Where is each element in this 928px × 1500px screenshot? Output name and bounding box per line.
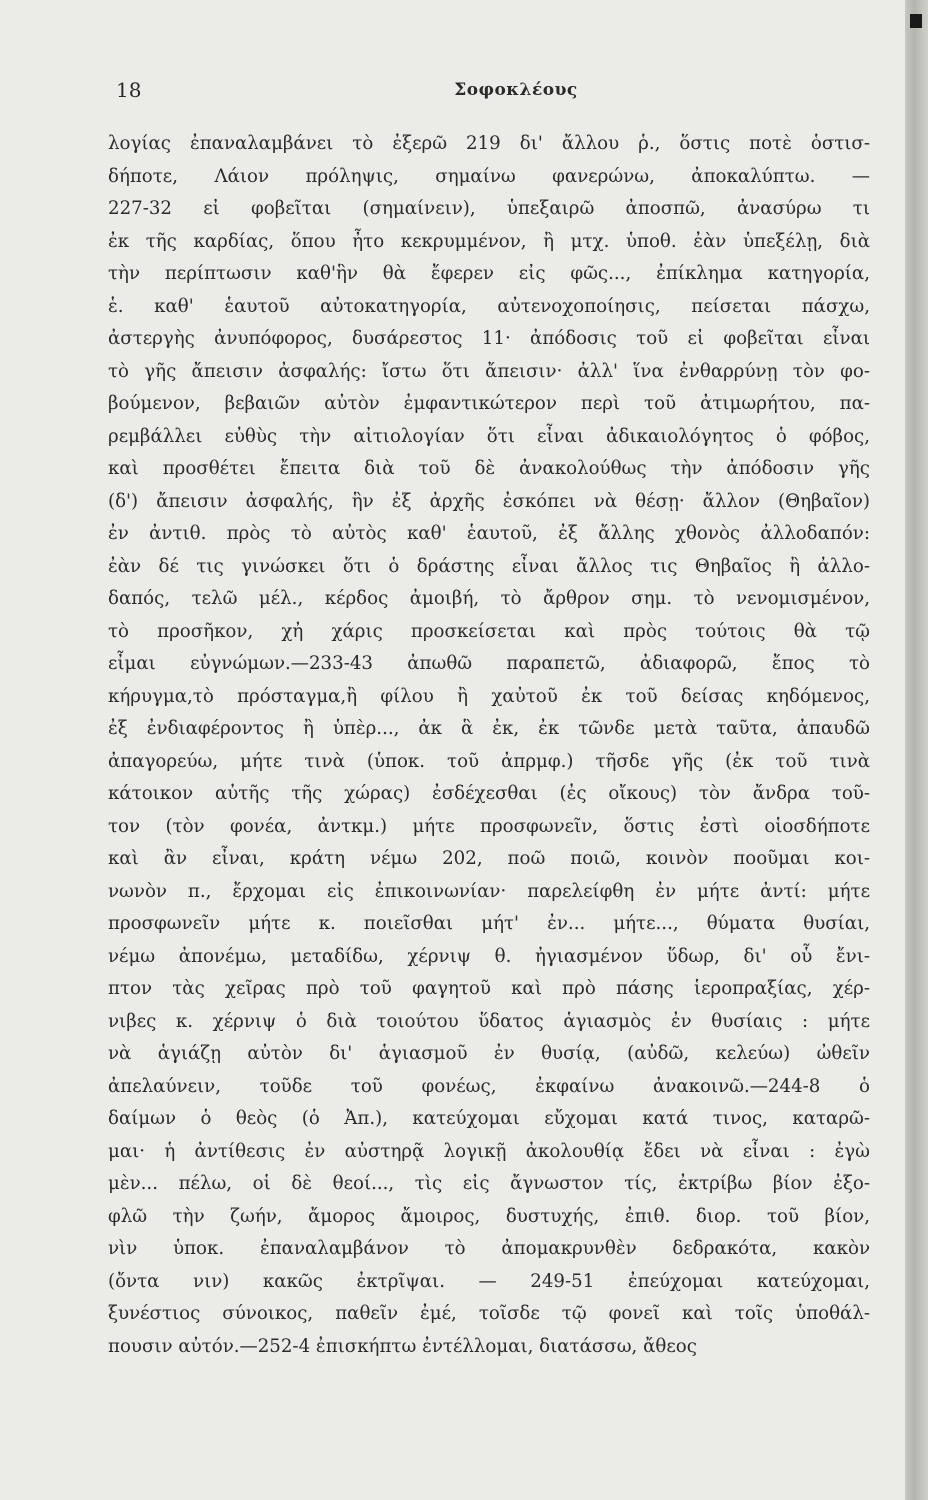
text-line: ἀπελαύνειν, τοῦδε τοῦ φονέως, ἐκφαίνω ἀνακοινῶ.—244-8 ὁ	[108, 1075, 870, 1097]
text-line: μὲν... πέλω, οἱ δὲ θεοί..., τὶς εἰς ἄγνωστον τίς, ἐκτρίβω βίον ἐξο-	[108, 1173, 870, 1194]
text-line: εἶμαι εὐγνώμων.—233-43 ἀπωθῶ παραπετῶ, ἀδιαφορῶ, ἔπος τὸ	[108, 653, 870, 674]
text-line: νὰ ἁγιάζῃ αὐτὸν δι' ἁγιασμοῦ ἐν θυσίᾳ, (αὐδῶ, κελεύω) ὠθεῖν	[108, 1043, 870, 1064]
text-line: κήρυγμα,τὸ πρόσταγμα,ἢ φίλου ἢ χαὐτοῦ ἐκ τοῦ δείσας κηδόμενος,	[108, 685, 870, 707]
text-line: ἐξ ἐνδιαφέροντος ἢ ὑπὲρ..., ἀκ ἃ ἐκ, ἐκ τῶνδε μετὰ ταῦτα, ἀπαυδῶ	[108, 718, 870, 739]
text-line: καὶ ἂν εἶναι, κράτη νέμω 202, ποῶ ποιῶ, κοινὸν ποοῦμαι κοι-	[108, 848, 870, 869]
text-line: ἐὰν δέ τις γινώσκει ὅτι ὁ δράστης εἶναι ἄλλος τις Θηβαῖος ἢ ἀλλο-	[108, 555, 870, 577]
text-line: νέμω ἀπονέμω, μεταδίδω, χέρνιψ θ. ἠγιασμένον ὕδωρ, δι' οὗ ἔνι-	[108, 945, 870, 967]
text-line: νιβες κ. χέρνιψ ὁ διὰ τοιούτου ὕδατος ἁγιασμὸς ἐν θυσίαις : μήτε	[108, 1010, 870, 1032]
text-line: δαπός, τελῶ μέλ., κέρδος ἀμοιβή, τὸ ἄρθρον σημ. τὸ νενομισμένον,	[108, 588, 870, 609]
text-line: καὶ προσθέτει ἔπειτα διὰ τοῦ δὲ ἀνακολούθως τὴν ἀπόδοσιν γῆς	[108, 458, 870, 479]
text-line: βούμενον, βεβαιῶν αὐτὸν ἐμφαντικώτερον περὶ τοῦ ἀτιμωρήτου, πα-	[108, 393, 870, 414]
text-line: (δ') ἄπεισιν ἀσφαλής, ἣν ἐξ ἀρχῆς ἐσκόπει νὰ θέσῃ· ἄλλον (Θηβαῖον)	[108, 490, 870, 512]
text-line: ξυνέστιος σύνοικος, παθεῖν ἐμέ, τοῖσδε τῷ φονεῖ καὶ τοῖς ὑποθάλ-	[108, 1303, 870, 1324]
text-line: 227-32 εἰ φοβεῖται (σημαίνειν), ὑπεξαιρῶ ἀποσπῶ, ἀνασύρω τι	[108, 198, 870, 219]
text-line: νωνὸν π., ἔρχομαι εἰς ἐπικοινωνίαν· παρελείφθη ἐν μήτε ἀντί: μήτε	[108, 880, 870, 902]
text-line: πτον τὰς χεῖρας πρὸ τοῦ φαγητοῦ καὶ πρὸ πάσης ἱεροπραξίας, χέρ-	[108, 978, 870, 999]
text-line: λογίας ἐπαναλαμβάνει τὸ ἐξερῶ 219 δι' ἄλλου ῥ., ὅστις ποτὲ ὁστισ-	[108, 133, 870, 154]
text-line: ρεμβάλλει εὐθὺς τὴν αἰτιολογίαν ὅτι εἶναι ἀδικαιολόγητος ὁ φόβος,	[108, 425, 870, 447]
text-line: (ὄντα νιν) κακῶς ἐκτρῖψαι. — 249-51 ἐπεύχομαι κατεύχομαι,	[108, 1270, 870, 1292]
text-line: ἐκ τῆς καρδίας, ὅπου ἦτο κεκρυμμένον, ἢ μτχ. ὑποθ. ἐὰν ὑπεξέλῃ, διὰ	[108, 230, 870, 252]
text-line: μαι· ἡ ἀντίθεσις ἐν αὐστηρᾷ λογικῇ ἀκολουθίᾳ ἔδει νὰ εἶναι : ἐγὼ	[108, 1140, 870, 1162]
text-line: ἐν ἀντιθ. πρὸς τὸ αὐτὸς καθ' ἑαυτοῦ, ἐξ ἄλλης χθονὸς ἀλλοδαπόν:	[108, 523, 870, 544]
text-line: τὸ γῆς ἄπεισιν ἀσφαλής: ἴστω ὅτι ἄπεισιν· ἀλλ' ἵνα ἐνθαρρύνῃ τὸν φο-	[108, 360, 870, 382]
text-line: τον (τὸν φονέα, ἀντκμ.) μήτε προσφωνεῖν, ὅστις ἐστὶ οἱοσδήποτε	[108, 815, 870, 837]
page-edge	[905, 0, 928, 1500]
text-line: δαίμων ὁ θεὸς (ὁ Ἀπ.), κατεύχομαι εὔχομαι κατά τινος, καταρῶ-	[108, 1108, 870, 1129]
commentary-text	[108, 128, 870, 1363]
page-header	[116, 78, 816, 108]
text-line: προσφωνεῖν μήτε κ. ποιεῖσθαι μήτ' ἐν... μήτε..., θύματα θυσίαι,	[108, 913, 870, 934]
text-line: ἀπαγορεύω, μήτε τινὰ (ὑποκ. τοῦ ἀπρμφ.) τῆσδε γῆς (ἐκ τοῦ τινὰ	[108, 750, 870, 772]
text-line: πουσιν αὐτόν.—252-4 ἐπισκήπτω ἐντέλλομαι, διατάσσω, ἄθεος	[108, 1335, 697, 1357]
page-number: 18	[116, 78, 142, 102]
text-line: ἀστεργὴς ἀνυπόφορος, δυσάρεστος 11· ἀπόδοσις τοῦ εἰ φοβεῖται εἶναι	[108, 328, 870, 349]
text-line: κάτοικον αὐτῆς τῆς χώρας) ἐσδέχεσθαι (ἐς οἴκους) τὸν ἄνδρα τοῦ-	[108, 783, 870, 804]
text-line: φλῶ τὴν ζωήν, ἄμορος ἄμοιρος, δυστυχής, ἐπιθ. διορ. τοῦ βίον,	[108, 1205, 870, 1227]
running-head: Σοφοκλέους	[454, 80, 578, 100]
text-line: νὶν ὑποκ. ἐπαναλαμβάνον τὸ ἀπομακρυνθὲν δεδρακότα, κακὸν	[108, 1238, 870, 1259]
text-line: ἑ. καθ' ἑαυτοῦ αὐτοκατηγορία, αὐτενοχοποίησις, πείσεται πάσχω,	[108, 295, 870, 317]
corner-mark	[910, 14, 922, 28]
text-line: δήποτε, Λάιον πρόληψις, σημαίνω φανερώνω, ἀποκαλύπτω. —	[108, 165, 870, 187]
text-line: τὸ προσῆκον, χἠ χάρις προσκείσεται καὶ πρὸς τούτοις θὰ τῷ	[108, 620, 870, 642]
text-line: τὴν περίπτωσιν καθ'ἣν θὰ ἔφερεν εἰς φῶς..., ἐπίκλημα κατηγορία,	[108, 263, 870, 284]
